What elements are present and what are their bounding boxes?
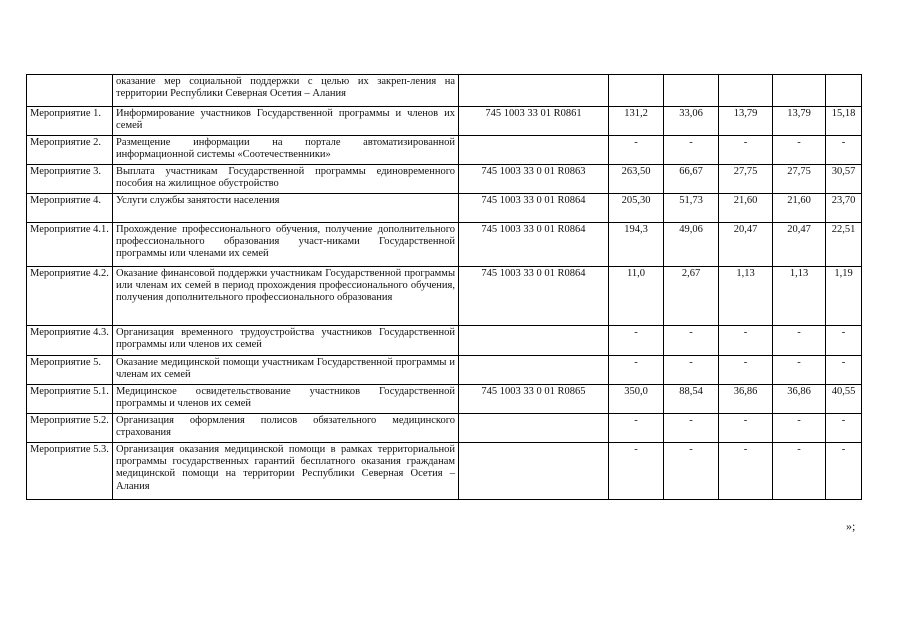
budget-code (459, 414, 609, 443)
funding-value (826, 75, 862, 107)
table-body (27, 75, 862, 500)
funding-value: - (664, 136, 719, 165)
activity-label: Мероприятие 4.3. (27, 326, 113, 356)
funding-value (609, 75, 664, 107)
funding-value: - (664, 414, 719, 443)
funding-value: - (719, 414, 773, 443)
funding-value: 21,60 (773, 194, 826, 223)
activity-description: Организация оказания медицинской помощи в рамках территориальной программы государственных гарантий бесплатного оказания гражданам медицинской помощи на территории Республики Северная Осетия – Алания (113, 443, 459, 500)
funding-value: - (664, 356, 719, 385)
budget-code (459, 443, 609, 500)
activity-label: Мероприятие 1. (27, 107, 113, 136)
funding-value: - (773, 356, 826, 385)
funding-value: 1,13 (773, 267, 826, 326)
budget-code (459, 75, 609, 107)
funding-value: - (826, 443, 862, 500)
activity-description: Услуги службы занятости населения (113, 194, 459, 223)
funding-value: 27,75 (719, 165, 773, 194)
funding-value (719, 75, 773, 107)
funding-value: 11,0 (609, 267, 664, 326)
budget-code (459, 356, 609, 385)
funding-value: - (773, 136, 826, 165)
budget-code: 745 1003 33 0 01 R0864 (459, 267, 609, 326)
funding-value: 66,67 (664, 165, 719, 194)
funding-value: 40,55 (826, 385, 862, 414)
activity-label: Мероприятие 5. (27, 356, 113, 385)
funding-value: - (773, 414, 826, 443)
closing-quote-mark: »; (846, 519, 856, 533)
table-row (27, 194, 862, 223)
budget-code: 745 1003 33 01 R0861 (459, 107, 609, 136)
activity-label: Мероприятие 5.3. (27, 443, 113, 500)
activity-description: Организация оформления полисов обязательного медицинского страхования (113, 414, 459, 443)
funding-value: - (664, 326, 719, 356)
funding-value: 1,13 (719, 267, 773, 326)
funding-value: 49,06 (664, 223, 719, 267)
activity-label: Мероприятие 2. (27, 136, 113, 165)
activity-label: Мероприятие 4.2. (27, 267, 113, 326)
table-row (27, 414, 862, 443)
table-row (27, 356, 862, 385)
funding-value: - (609, 356, 664, 385)
activities-table (26, 74, 862, 500)
table-row (27, 267, 862, 326)
budget-code: 745 1003 33 0 01 R0865 (459, 385, 609, 414)
funding-value: - (609, 326, 664, 356)
activity-label (27, 75, 113, 107)
activity-description: Размещение информации на портале автоматизированной информационной системы «Соотечественники» (113, 136, 459, 165)
funding-value: 2,67 (664, 267, 719, 326)
funding-value: 20,47 (719, 223, 773, 267)
funding-value: 30,57 (826, 165, 862, 194)
funding-value: 36,86 (719, 385, 773, 414)
funding-value: - (609, 136, 664, 165)
funding-value: - (719, 326, 773, 356)
funding-value: 15,18 (826, 107, 862, 136)
funding-value: 88,54 (664, 385, 719, 414)
budget-code: 745 1003 33 0 01 R0864 (459, 223, 609, 267)
funding-value: - (773, 326, 826, 356)
table-row (27, 136, 862, 165)
funding-value: 33,06 (664, 107, 719, 136)
funding-value: 131,2 (609, 107, 664, 136)
budget-code: 745 1003 33 0 01 R0864 (459, 194, 609, 223)
funding-value: - (719, 136, 773, 165)
funding-value: 350,0 (609, 385, 664, 414)
funding-value: 22,51 (826, 223, 862, 267)
funding-value: 51,73 (664, 194, 719, 223)
funding-value: 21,60 (719, 194, 773, 223)
funding-value: 13,79 (719, 107, 773, 136)
activity-label: Мероприятие 4.1. (27, 223, 113, 267)
table-row (27, 165, 862, 194)
funding-value: - (664, 443, 719, 500)
funding-value: - (826, 414, 862, 443)
activity-label: Мероприятие 3. (27, 165, 113, 194)
funding-value: - (826, 326, 862, 356)
funding-value: - (719, 356, 773, 385)
activity-label: Мероприятие 5.1. (27, 385, 113, 414)
activity-description: Прохождение профессионального обучения, получение дополнительного профессионального образования участ-никами Государственной программы или членами их семей (113, 223, 459, 267)
activity-description: Организация временного трудоустройства участников Государственной программы или членов их семей (113, 326, 459, 356)
table-row (27, 385, 862, 414)
funding-value: 27,75 (773, 165, 826, 194)
funding-value: 205,30 (609, 194, 664, 223)
activity-description: оказание мер социальной поддержки с целью их закреп-ления на территории Республики Северная Осетия – Алания (113, 75, 459, 107)
funding-value: 13,79 (773, 107, 826, 136)
funding-value (773, 75, 826, 107)
funding-value: 1,19 (826, 267, 862, 326)
activity-description: Оказание финансовой поддержки участникам Государственной программы или членам их семей в период прохождения профессионального обучения, получения дополнительного профессионального образования (113, 267, 459, 326)
table-row (27, 223, 862, 267)
funding-value: 194,3 (609, 223, 664, 267)
funding-value: 263,50 (609, 165, 664, 194)
funding-value: 36,86 (773, 385, 826, 414)
activity-description: Выплата участникам Государственной программы единовременного пособия на жилищное обустройство (113, 165, 459, 194)
table-row (27, 326, 862, 356)
activity-label: Мероприятие 5.2. (27, 414, 113, 443)
funding-value: - (773, 443, 826, 500)
funding-value: - (609, 414, 664, 443)
funding-value: - (719, 443, 773, 500)
funding-value: 20,47 (773, 223, 826, 267)
funding-value: - (826, 136, 862, 165)
table-row (27, 443, 862, 500)
funding-value: 23,70 (826, 194, 862, 223)
budget-code (459, 326, 609, 356)
budget-code (459, 136, 609, 165)
budget-code: 745 1003 33 0 01 R0863 (459, 165, 609, 194)
activity-description: Оказание медицинской помощи участникам Государственной программы и членам их семей (113, 356, 459, 385)
activity-description: Информирование участников Государственной программы и членов их семей (113, 107, 459, 136)
funding-value: - (609, 443, 664, 500)
activity-description: Медицинское освидетельствование участников Государственной программы и членов их семей (113, 385, 459, 414)
table-row (27, 75, 862, 107)
activity-label: Мероприятие 4. (27, 194, 113, 223)
funding-value: - (826, 356, 862, 385)
table-row (27, 107, 862, 136)
funding-value (664, 75, 719, 107)
